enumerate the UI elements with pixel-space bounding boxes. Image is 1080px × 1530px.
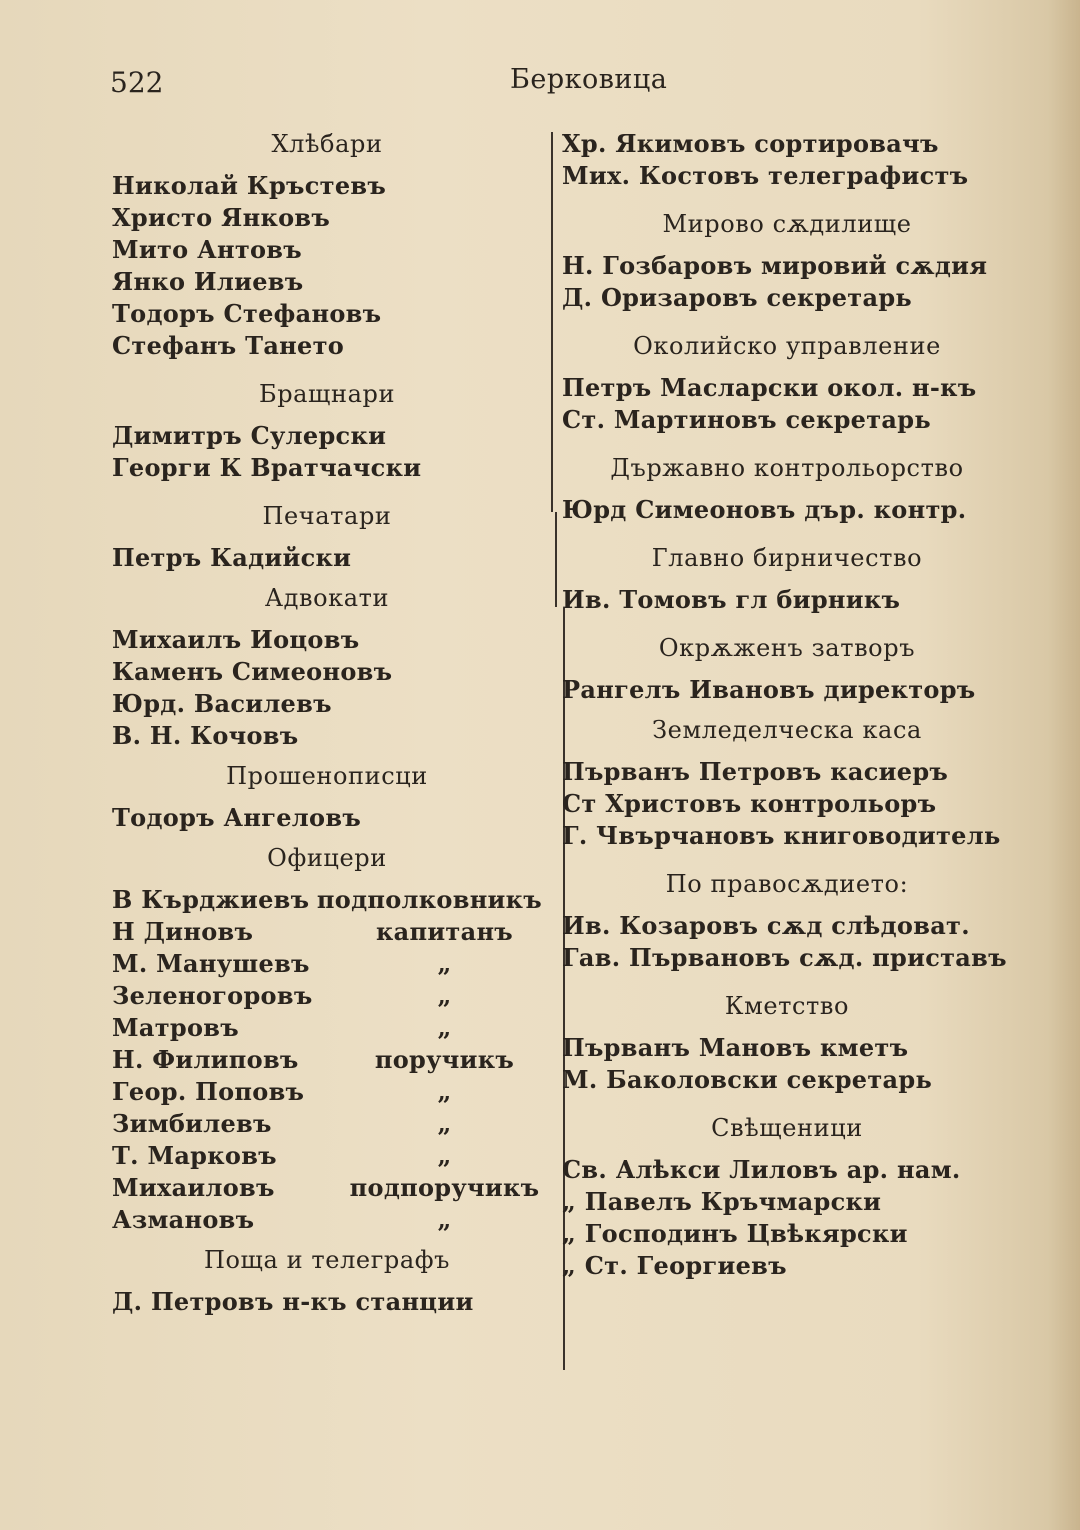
section-heading: Земледелческа каса bbox=[652, 716, 922, 744]
section-heading: Главно бирничество bbox=[651, 544, 923, 572]
list-item: Д. Петровъ н-къ станции bbox=[112, 1287, 474, 1316]
officer-name: М. Манушевъ bbox=[112, 949, 310, 978]
section-printers bbox=[112, 500, 542, 574]
officer-rank: „ bbox=[437, 1013, 452, 1042]
list-item: Петръ Кадийски bbox=[112, 543, 352, 572]
list-item: Ив. Козаровъ сѫд слѣдоват. bbox=[562, 911, 970, 940]
column-divider bbox=[551, 132, 553, 512]
officer-name: Н. Филиповъ bbox=[112, 1045, 299, 1074]
list-item: Първанъ Петровъ касиеръ bbox=[562, 757, 949, 786]
list-item: В. Н. Кочовъ bbox=[112, 721, 299, 750]
left-column bbox=[112, 128, 542, 1318]
section-officers bbox=[112, 842, 542, 1236]
section-district-administration bbox=[562, 330, 1012, 436]
list-item: Ив. Томовъ гл бирникъ bbox=[562, 585, 901, 614]
section-state-control bbox=[562, 452, 1012, 526]
officer-name: Зимбилевъ bbox=[112, 1109, 272, 1138]
list-item: Христо Янковъ bbox=[112, 203, 331, 232]
section-post-telegraph bbox=[112, 1244, 542, 1318]
page-number: 522 bbox=[110, 66, 164, 99]
list-item: Тодоръ Ангеловъ bbox=[112, 803, 362, 832]
section-heading: Офицери bbox=[267, 844, 387, 872]
list-item: Гав. Първановъ сѫд. приставъ bbox=[562, 943, 1007, 972]
list-item: Георги К Вратчачски bbox=[112, 453, 422, 482]
list-item: Рангелъ Ивановъ директоръ bbox=[562, 675, 976, 704]
column-divider bbox=[555, 512, 557, 607]
officer-name: Михаиловъ bbox=[112, 1173, 275, 1202]
list-item bbox=[112, 948, 542, 980]
officer-name: Т. Марковъ bbox=[112, 1141, 277, 1170]
section-post-continued bbox=[562, 128, 1012, 192]
officer-rank: капитанъ bbox=[375, 917, 514, 946]
section-district-prison bbox=[562, 632, 1012, 706]
list-item: Янко Илиевъ bbox=[112, 267, 304, 296]
section-priests bbox=[562, 1112, 1012, 1282]
list-item: „ Господинъ Цвѣкярски bbox=[562, 1219, 908, 1248]
section-heading: Бращнари bbox=[258, 380, 396, 408]
officer-rank: „ bbox=[437, 1141, 452, 1170]
section-bakers bbox=[112, 128, 542, 362]
officer-rank: „ bbox=[437, 981, 452, 1010]
section-heading: Адвокати bbox=[264, 584, 390, 612]
list-item: Мито Антовъ bbox=[112, 235, 302, 264]
list-item bbox=[112, 1076, 542, 1108]
section-heading: Околийско управление bbox=[633, 332, 941, 360]
list-item: Николай Кръстевъ bbox=[112, 171, 387, 200]
list-item bbox=[112, 1012, 542, 1044]
list-item: Юрд. Василевъ bbox=[112, 689, 332, 718]
officer-name: Геор. Поповъ bbox=[112, 1077, 305, 1106]
list-item: Ст Христовъ контрольоръ bbox=[562, 789, 937, 818]
officer-name: Зеленогоровъ bbox=[112, 981, 313, 1010]
section-flour-merchants bbox=[112, 378, 542, 484]
list-item bbox=[112, 1044, 542, 1076]
list-item: Петръ Масларски окол. н-къ bbox=[562, 373, 977, 402]
officer-rank: „ bbox=[437, 1109, 452, 1138]
list-item: „ Ст. Георгиевъ bbox=[562, 1251, 787, 1280]
section-heading: Кметство bbox=[724, 992, 850, 1020]
section-petition-writers bbox=[112, 760, 542, 834]
section-heading: Държавно контрольорство bbox=[610, 454, 964, 482]
section-heading: Мирово сѫдилище bbox=[662, 210, 912, 238]
list-item: М. Баколовски секретарь bbox=[562, 1065, 933, 1094]
officer-name: Н Диновъ bbox=[112, 917, 254, 946]
list-item: Мих. Костовъ телеграфистъ bbox=[562, 161, 969, 190]
list-item: „ Павелъ Кръчмарски bbox=[562, 1187, 882, 1216]
officer-name: В Кърджиевъ bbox=[112, 885, 310, 914]
section-heading: Хлѣбари bbox=[271, 130, 383, 158]
list-item: Хр. Якимовъ сортировачъ bbox=[562, 129, 939, 158]
list-item: Стефанъ Тането bbox=[112, 331, 345, 360]
right-column bbox=[562, 128, 1012, 1282]
officer-name: Азмановъ bbox=[112, 1205, 255, 1234]
officer-rank: поручикъ bbox=[374, 1045, 515, 1074]
list-item bbox=[112, 1204, 542, 1236]
list-item bbox=[112, 1140, 542, 1172]
officer-rank: подполковникъ bbox=[316, 885, 542, 914]
officer-rank: „ bbox=[437, 1205, 452, 1234]
list-item: Юрд Симеоновъ дър. контр. bbox=[562, 495, 967, 524]
list-item: Михаилъ Иоцовъ bbox=[112, 625, 360, 654]
list-item: Св. Алѣкси Лиловъ ар. нам. bbox=[562, 1155, 961, 1184]
section-heading: Окрѫженъ затворъ bbox=[658, 634, 916, 662]
officer-rank: подпоручикъ bbox=[349, 1173, 540, 1202]
list-item bbox=[112, 1172, 542, 1204]
list-item: Н. Гозбаровъ мировий сѫдия bbox=[562, 251, 988, 280]
list-item: Каменъ Симеоновъ bbox=[112, 657, 393, 686]
list-item bbox=[112, 980, 542, 1012]
running-head: Берковица bbox=[510, 64, 668, 95]
section-judiciary bbox=[562, 868, 1012, 974]
list-item: Г. Чвърчановъ книговодитель bbox=[562, 821, 1001, 850]
officer-rank: „ bbox=[437, 949, 452, 978]
list-item: Д. Оризаровъ секретарь bbox=[562, 283, 912, 312]
list-item: Първанъ Мановъ кметъ bbox=[562, 1033, 909, 1062]
officer-rank: „ bbox=[437, 1077, 452, 1106]
list-item bbox=[112, 916, 542, 948]
section-heading: Поща и телеграфъ bbox=[203, 1246, 451, 1274]
section-lawyers bbox=[112, 582, 542, 752]
section-mayoralty bbox=[562, 990, 1012, 1096]
section-tax-office bbox=[562, 542, 1012, 616]
section-heading: По правосѫдието: bbox=[665, 870, 909, 898]
list-item: Димитръ Сулерски bbox=[112, 421, 387, 450]
officer-name: Матровъ bbox=[112, 1013, 239, 1042]
list-item bbox=[112, 1108, 542, 1140]
section-heading: Печатари bbox=[262, 502, 392, 530]
section-peace-court bbox=[562, 208, 1012, 314]
section-heading: Свѣщеници bbox=[711, 1114, 863, 1142]
list-item: Тодоръ Стефановъ bbox=[112, 299, 382, 328]
section-agricultural-bank bbox=[562, 714, 1012, 852]
section-heading: Прошенописци bbox=[226, 762, 428, 790]
list-item: Ст. Мартиновъ секретарь bbox=[562, 405, 931, 434]
list-item bbox=[112, 884, 542, 916]
